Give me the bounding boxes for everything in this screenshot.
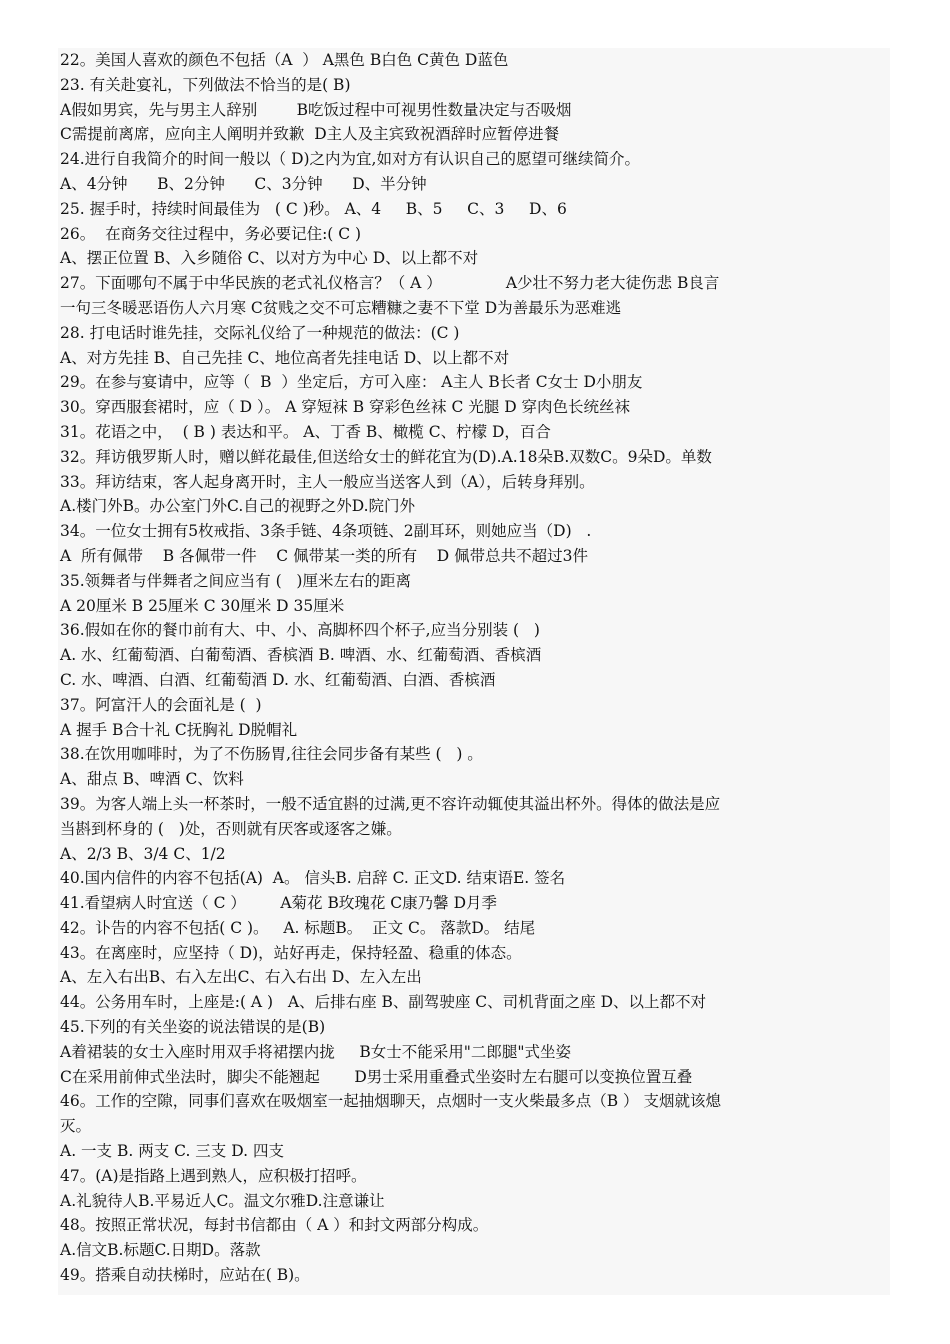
text-line: 45.下列的有关坐姿的说法错误的是(B) [60, 1018, 326, 1037]
text-line: A.楼门外B。办公室门外C.自己的视野之外D.院门外 [60, 497, 416, 516]
text-line: A、对方先挂 B、自己先挂 C、地位高者先挂电话 D、以上都不对 [60, 348, 510, 367]
text-line: A 20厘米 B 25厘米 C 30厘米 D 35厘米 [60, 596, 345, 615]
text-line: 46。工作的空隙，同事们喜欢在吸烟室一起抽烟聊天，点烟时一支火柴最多点（B ） 支烟就该熄 [60, 1092, 721, 1111]
text-line: 31。花语之中， ( B ) 表达和平。 A、丁香 B、橄榄 C、柠檬 D，百合 [60, 422, 551, 441]
text-line: A.信文B.标题C.日期D。落款 [60, 1241, 261, 1260]
text-line: 41.看望病人时宜送（ C ） A菊花 B玫瑰花 C康乃馨 D月季 [60, 894, 498, 913]
text-line: A着裙装的女士入座时用双手将裙摆内拢 B女士不能采用"二郎腿"式坐姿 [60, 1042, 571, 1061]
text-line: 25. 握手时，持续时间最佳为 ( C )秒。 A、4 B、5 C、3 D、6 [60, 199, 567, 218]
text-line: 23. 有关赴宴礼，下列做法不恰当的是( B) [60, 75, 351, 94]
text-line: 24.进行自我简介的时间一般以（ D)之内为宜,如对方有认识自己的愿望可继续简介。 [60, 150, 640, 169]
text-line: 一句三冬暖恶语伤人六月寒 C贫贱之交不可忘糟糠之妻不下堂 D为善最乐为恶难逃 [60, 298, 622, 317]
document-page [58, 48, 890, 1295]
text-line: 26。 在商务交往过程中，务必要记住:( C ) [60, 224, 362, 243]
text-line: 当斟到杯身的 ( )处，否则就有厌客或逐客之嫌。 [60, 819, 402, 838]
text-line: A 所有佩带 B 各佩带一件 C 佩带某一类的所有 D 佩带总共不超过3件 [60, 546, 588, 565]
text-line: A假如男宾，先与男主人辞别 B吃饭过程中可视男性数量决定与否吸烟 [60, 100, 572, 119]
text-line: 47。(A)是指路上遇到熟人，应积极打招呼。 [60, 1166, 367, 1185]
text-line: A、2/3 B、3/4 C、1/2 [60, 844, 226, 863]
text-line: 35.领舞者与伴舞者之间应当有 ( )厘米左右的距离 [60, 571, 411, 590]
text-line: C需提前离席，应向主人阐明并致歉 D主人及主宾致祝酒辞时应暂停进餐 [60, 125, 560, 144]
text-line: 28. 打电话时谁先挂，交际礼仪给了一种规范的做法：(C ) [60, 323, 460, 342]
text-line: A.礼貌待人B.平易近人C。温文尔雅D.注意谦让 [60, 1191, 385, 1210]
text-line: 49。搭乘自动扶梯时，应站在( B)。 [60, 1266, 310, 1285]
text-line: 32。拜访俄罗斯人时，赠以鲜花最佳,但送给女士的鲜花宜为(D).A.18朵B.双数C。9朵D。单数 [60, 447, 712, 466]
text-line: 48。按照正常状况，每封书信都由（ A ）和封文两部分构成。 [60, 1216, 489, 1235]
text-line: 39。为客人端上头一杯茶时，一般不适宜斟的过满,更不容许动辄使其溢出杯外。得体的做法是应 [60, 794, 721, 813]
text-line: A、4分钟 B、2分钟 C、3分钟 D、半分钟 [60, 174, 427, 193]
text-line: 37。阿富汗人的会面礼是 ( ) [60, 695, 262, 714]
text-line: 43。在离座时，应坚持（ D)，站好再走，保持轻盈、稳重的体态。 [60, 943, 522, 962]
text-line: C. 水、啤酒、白酒、红葡萄酒 D. 水、红葡萄酒、白酒、香槟酒 [60, 670, 496, 689]
text-line: A、摆正位置 B、入乡随俗 C、以对方为中心 D、以上都不对 [60, 249, 479, 268]
text-line: 44。公务用车时，上座是:( A ) A、后排右座 B、副驾驶座 C、司机背面之座 D、以上都不对 [60, 993, 707, 1012]
text-line: 33。拜访结束，客人起身离开时，主人一般应当送客人到（A），后转身拜别。 [60, 472, 595, 491]
text-line: 40.国内信件的内容不包括(A) A。 信头B. 启辞 C. 正文D. 结束语E. 签名 [60, 869, 566, 888]
text-line: 34。一位女士拥有5枚戒指、3条手链、4条项链、2副耳环，则她应当（D) . [60, 522, 592, 541]
text-line: A、左入右出B、右入左出C、右入右出 D、左入左出 [60, 968, 422, 987]
text-line: 42。讣告的内容不包括( C )。 A. 标题B。 正文 C。 落款D。 结尾 [60, 918, 536, 937]
text-line: A. 水、红葡萄酒、白葡萄酒、香槟酒 B. 啤酒、水、红葡萄酒、香槟酒 [60, 646, 542, 665]
text-line: A. 一支 B. 两支 C. 三支 D. 四支 [60, 1142, 284, 1161]
text-line: 36.假如在你的餐巾前有大、中、小、高脚杯四个杯子,应当分别装 ( ) [60, 621, 540, 640]
text-line: A、甜点 B、啤酒 C、饮料 [60, 770, 244, 789]
text-line: 27。下面哪句不属于中华民族的老式礼仪格言？（ A ） A少壮不努力老大徒伤悲 B良言 [60, 274, 720, 293]
text-line: A 握手 B合十礼 C抚胸礼 D脱帽礼 [60, 720, 298, 739]
text-line: 22。美国人喜欢的颜色不包括（A ） A黑色 B白色 C黄色 D蓝色 [60, 51, 509, 69]
text-line: 38.在饮用咖啡时，为了不伤肠胃,往往会同步备有某些 ( ) 。 [60, 745, 483, 764]
text-line: 灭。 [60, 1117, 92, 1136]
text-line: C在采用前伸式坐法时，脚尖不能翘起 D男士采用重叠式坐姿时左右腿可以变换位置互叠 [60, 1067, 693, 1086]
text-line: 30。穿西服套裙时，应（ D ）。 A 穿短袜 B 穿彩色丝袜 C 光腿 D 穿肉色长统丝袜 [60, 398, 631, 417]
text-line: 29。在参与宴请中，应等（ B ）坐定后，方可入座： A主人 B长者 C女士 D小朋友 [60, 373, 643, 392]
